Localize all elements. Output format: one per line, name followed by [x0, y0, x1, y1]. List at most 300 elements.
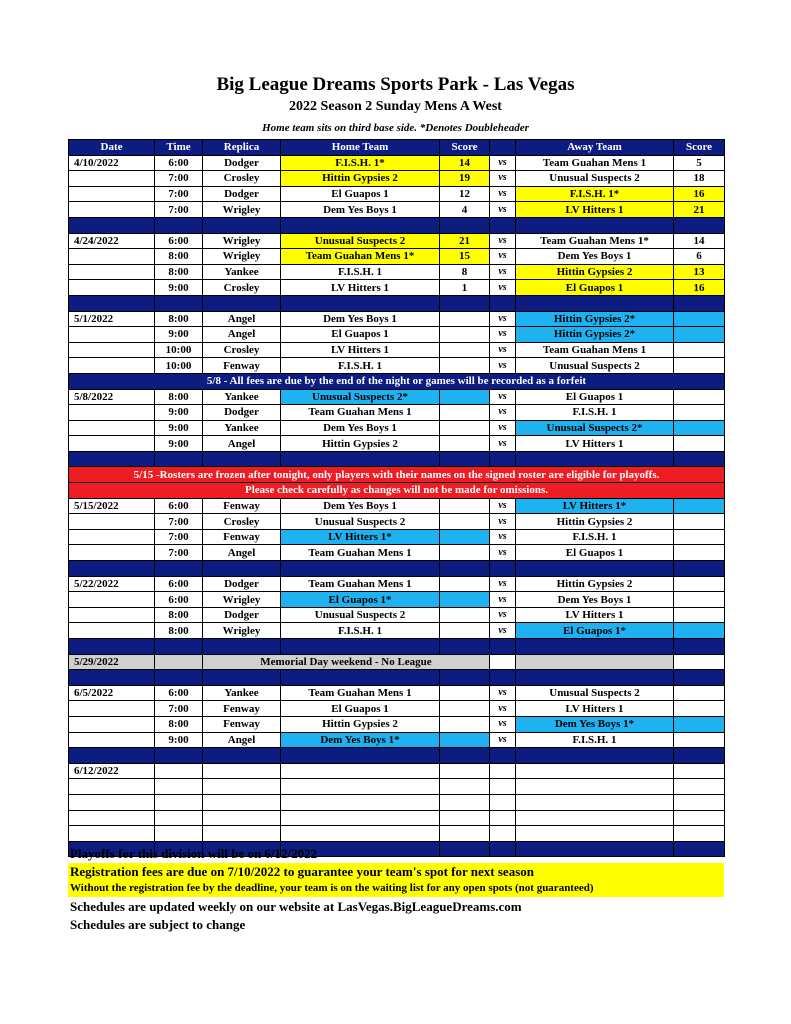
away-score-cell	[674, 779, 725, 795]
week-separator	[69, 639, 725, 655]
separator-cell	[674, 561, 725, 577]
vs-cell: vs	[490, 732, 516, 748]
replica-field-cell: Wrigley	[203, 592, 281, 608]
home-team-cell: Unusual Suspects 2	[281, 607, 440, 623]
replica-field-cell: Crosley	[203, 342, 281, 358]
separator-cell	[440, 639, 490, 655]
replica-field-cell: Crosley	[203, 514, 281, 530]
time-cell: 7:00	[155, 701, 203, 717]
game-row	[69, 826, 725, 842]
home-team-cell	[281, 826, 440, 842]
home-score-cell	[440, 389, 490, 405]
date-cell: 4/24/2022	[69, 233, 155, 249]
time-cell: 8:00	[155, 623, 203, 639]
home-score-cell	[440, 529, 490, 545]
separator-cell	[69, 670, 155, 686]
website-note: Schedules are updated weekly on our website at LasVegas.BigLeagueDreams.com	[70, 899, 522, 914]
away-team-cell	[516, 794, 674, 810]
replica-field-cell: Yankee	[203, 420, 281, 436]
date-cell	[69, 186, 155, 202]
home-score-cell	[440, 514, 490, 530]
registration-note: Registration fees are due on 7/10/2022 to guarantee your team's spot for next season	[70, 864, 534, 879]
column-header-vs	[490, 140, 516, 156]
replica-field-cell: Wrigley	[203, 233, 281, 249]
separator-cell	[155, 670, 203, 686]
time-cell: 7:00	[155, 186, 203, 202]
date-cell	[69, 794, 155, 810]
separator-cell	[69, 451, 155, 467]
home-score-cell	[440, 436, 490, 452]
home-team-cell: Team Guahan Mens 1	[281, 545, 440, 561]
game-row	[69, 529, 725, 545]
away-score-cell	[674, 826, 725, 842]
time-cell	[155, 794, 203, 810]
away-score-cell	[674, 436, 725, 452]
vs-cell: vs	[490, 280, 516, 296]
home-score-cell	[440, 763, 490, 779]
column-header-away-score: Score	[674, 140, 725, 156]
date-cell	[69, 779, 155, 795]
home-team-cell: Dem Yes Boys 1	[281, 202, 440, 218]
date-cell: 6/12/2022	[69, 763, 155, 779]
separator-cell	[203, 670, 281, 686]
home-team-cell: El Guapos 1	[281, 327, 440, 343]
time-cell: 6:00	[155, 498, 203, 514]
away-team-cell: Hittin Gypsies 2	[516, 514, 674, 530]
separator-cell	[490, 451, 516, 467]
vs-cell: vs	[490, 358, 516, 374]
time-cell: 9:00	[155, 436, 203, 452]
separator-cell	[674, 841, 725, 857]
date-cell	[69, 420, 155, 436]
game-row	[69, 779, 725, 795]
home-team-cell: Hittin Gypsies 2	[281, 171, 440, 187]
home-score-cell: 21	[440, 233, 490, 249]
vs-cell: vs	[490, 155, 516, 171]
separator-cell	[490, 748, 516, 764]
vs-cell	[490, 810, 516, 826]
fee-notice-row	[69, 373, 725, 389]
home-score-cell	[440, 327, 490, 343]
separator-cell	[490, 295, 516, 311]
separator-cell	[490, 841, 516, 857]
game-row	[69, 249, 725, 265]
vs-cell: vs	[490, 249, 516, 265]
separator-cell	[516, 451, 674, 467]
time-cell	[155, 810, 203, 826]
separator-cell	[155, 561, 203, 577]
home-score-cell	[440, 810, 490, 826]
separator-cell	[516, 561, 674, 577]
replica-field-cell: Dodger	[203, 405, 281, 421]
game-row	[69, 327, 725, 343]
separator-cell	[674, 639, 725, 655]
separator-cell	[281, 295, 440, 311]
date-cell	[69, 327, 155, 343]
game-row	[69, 794, 725, 810]
home-score-cell	[440, 685, 490, 701]
away-team-cell	[516, 654, 674, 670]
roster-alert-row	[69, 467, 725, 483]
away-team-cell: LV Hitters 1	[516, 202, 674, 218]
away-score-cell: 16	[674, 280, 725, 296]
vs-cell	[490, 779, 516, 795]
home-score-cell	[440, 716, 490, 732]
home-team-cell: Team Guahan Mens 1*	[281, 249, 440, 265]
home-team-cell: Team Guahan Mens 1	[281, 576, 440, 592]
separator-cell	[155, 217, 203, 233]
column-header-replica: Replica	[203, 140, 281, 156]
away-score-cell	[674, 810, 725, 826]
vs-cell	[490, 763, 516, 779]
separator-cell	[674, 670, 725, 686]
away-score-cell: 18	[674, 171, 725, 187]
time-cell: 9:00	[155, 420, 203, 436]
away-team-cell: F.I.S.H. 1	[516, 529, 674, 545]
date-cell	[69, 264, 155, 280]
vs-cell: vs	[490, 514, 516, 530]
time-cell: 9:00	[155, 327, 203, 343]
home-team-cell: F.I.S.H. 1	[281, 623, 440, 639]
home-team-cell: LV Hitters 1	[281, 280, 440, 296]
game-row	[69, 342, 725, 358]
column-header-home-score: Score	[440, 140, 490, 156]
away-team-cell	[516, 810, 674, 826]
game-row	[69, 498, 725, 514]
replica-field-cell: Dodger	[203, 155, 281, 171]
vs-cell: vs	[490, 327, 516, 343]
separator-cell	[516, 295, 674, 311]
home-team-cell: F.I.S.H. 1	[281, 358, 440, 374]
time-cell: 7:00	[155, 171, 203, 187]
date-cell	[69, 732, 155, 748]
away-team-cell: Hittin Gypsies 2*	[516, 327, 674, 343]
separator-cell	[516, 670, 674, 686]
game-row	[69, 701, 725, 717]
game-row	[69, 623, 725, 639]
away-team-cell: El Guapos 1	[516, 280, 674, 296]
column-header-time: Time	[155, 140, 203, 156]
replica-field-cell: Fenway	[203, 701, 281, 717]
away-score-cell	[674, 716, 725, 732]
home-team-cell: LV Hitters 1*	[281, 529, 440, 545]
away-team-cell: LV Hitters 1*	[516, 498, 674, 514]
replica-field-cell: Crosley	[203, 171, 281, 187]
home-score-cell	[440, 342, 490, 358]
away-score-cell	[674, 732, 725, 748]
time-cell: 6:00	[155, 233, 203, 249]
separator-cell	[69, 561, 155, 577]
home-team-cell: Team Guahan Mens 1	[281, 685, 440, 701]
away-score-cell	[674, 342, 725, 358]
vs-cell: vs	[490, 405, 516, 421]
home-team-cell: Unusual Suspects 2	[281, 514, 440, 530]
vs-cell: vs	[490, 623, 516, 639]
date-cell: 5/29/2022	[69, 654, 155, 670]
home-score-cell	[440, 779, 490, 795]
playoffs-note: Playoffs for this division will be on 6/12/2022	[70, 846, 318, 861]
home-score-cell	[440, 623, 490, 639]
away-score-cell	[674, 592, 725, 608]
away-team-cell: Team Guahan Mens 1	[516, 155, 674, 171]
home-score-cell: 12	[440, 186, 490, 202]
vs-cell: vs	[490, 264, 516, 280]
page-subtitle: 2022 Season 2 Sunday Mens A West	[289, 99, 502, 114]
replica-field-cell: Yankee	[203, 685, 281, 701]
away-score-cell	[674, 623, 725, 639]
away-team-cell	[516, 826, 674, 842]
away-team-cell: LV Hitters 1	[516, 607, 674, 623]
separator-cell	[674, 217, 725, 233]
week-separator	[69, 670, 725, 686]
vs-cell: vs	[490, 592, 516, 608]
time-cell: 7:00	[155, 529, 203, 545]
home-score-cell	[440, 732, 490, 748]
date-cell: 4/10/2022	[69, 155, 155, 171]
home-score-cell	[440, 576, 490, 592]
time-cell	[155, 826, 203, 842]
replica-field-cell: Fenway	[203, 358, 281, 374]
away-score-cell	[674, 794, 725, 810]
time-cell: 6:00	[155, 685, 203, 701]
separator-cell	[281, 451, 440, 467]
separator-cell	[203, 561, 281, 577]
separator-cell	[440, 561, 490, 577]
vs-cell: vs	[490, 171, 516, 187]
home-team-cell: Dem Yes Boys 1	[281, 311, 440, 327]
page-title: Big League Dreams Sports Park - Las Vegas	[216, 74, 575, 95]
away-score-cell	[674, 654, 725, 670]
separator-cell	[69, 295, 155, 311]
away-score-cell: 5	[674, 155, 725, 171]
separator-cell	[203, 451, 281, 467]
away-team-cell	[516, 779, 674, 795]
vs-cell	[490, 826, 516, 842]
date-cell	[69, 249, 155, 265]
separator-cell	[674, 295, 725, 311]
separator-cell	[440, 217, 490, 233]
away-team-cell	[516, 763, 674, 779]
game-row	[69, 810, 725, 826]
time-cell: 6:00	[155, 576, 203, 592]
away-score-cell	[674, 545, 725, 561]
waiting-list-note: Without the registration fee by the deadline, your team is on the waiting list for any open spots (not guaranteed)	[70, 882, 594, 894]
game-row	[69, 420, 725, 436]
home-team-cell: Hittin Gypsies 2	[281, 436, 440, 452]
home-team-cell: Hittin Gypsies 2	[281, 716, 440, 732]
date-cell	[69, 607, 155, 623]
separator-cell	[203, 748, 281, 764]
date-cell	[69, 514, 155, 530]
column-header-home-team: Home Team	[281, 140, 440, 156]
vs-cell: vs	[490, 529, 516, 545]
game-row	[69, 545, 725, 561]
game-row	[69, 358, 725, 374]
roster-alert: 5/15 -Rosters are frozen after tonight, only players with their names on the signed roster are eligible for playoffs.	[69, 467, 725, 483]
away-score-cell	[674, 358, 725, 374]
away-score-cell	[674, 420, 725, 436]
game-row	[69, 592, 725, 608]
away-score-cell	[674, 498, 725, 514]
away-team-cell: Unusual Suspects 2	[516, 685, 674, 701]
replica-field-cell: Fenway	[203, 529, 281, 545]
week-separator	[69, 561, 725, 577]
week-separator	[69, 748, 725, 764]
replica-field-cell: Dodger	[203, 186, 281, 202]
replica-field-cell	[203, 826, 281, 842]
away-score-cell	[674, 685, 725, 701]
game-row	[69, 607, 725, 623]
time-cell: 9:00	[155, 405, 203, 421]
replica-field-cell: Dodger	[203, 607, 281, 623]
time-cell: 9:00	[155, 732, 203, 748]
home-team-cell	[281, 810, 440, 826]
away-team-cell: LV Hitters 1	[516, 701, 674, 717]
separator-cell	[516, 841, 674, 857]
away-team-cell: Hittin Gypsies 2	[516, 264, 674, 280]
home-score-cell	[440, 545, 490, 561]
separator-cell	[69, 217, 155, 233]
replica-field-cell: Fenway	[203, 716, 281, 732]
date-cell	[69, 623, 155, 639]
home-team-cell: Dem Yes Boys 1	[281, 498, 440, 514]
home-team-cell	[281, 763, 440, 779]
game-row	[69, 186, 725, 202]
separator-cell	[155, 748, 203, 764]
roster-alert-row	[69, 483, 725, 499]
away-score-cell: 16	[674, 186, 725, 202]
away-score-cell	[674, 514, 725, 530]
date-cell	[69, 826, 155, 842]
column-header-away-team: Away Team	[516, 140, 674, 156]
time-cell: 7:00	[155, 545, 203, 561]
vs-cell: vs	[490, 716, 516, 732]
home-score-cell	[440, 311, 490, 327]
home-team-cell: Dem Yes Boys 1	[281, 420, 440, 436]
away-team-cell: Dem Yes Boys 1	[516, 592, 674, 608]
home-score-cell	[440, 794, 490, 810]
home-score-cell: 4	[440, 202, 490, 218]
away-team-cell: Dem Yes Boys 1*	[516, 716, 674, 732]
separator-cell	[516, 639, 674, 655]
schedule-table	[68, 139, 725, 857]
separator-cell	[674, 748, 725, 764]
separator-cell	[674, 451, 725, 467]
away-team-cell: El Guapos 1	[516, 389, 674, 405]
home-team-cell: Unusual Suspects 2	[281, 233, 440, 249]
separator-cell	[203, 217, 281, 233]
vs-cell: vs	[490, 233, 516, 249]
separator-cell	[490, 639, 516, 655]
date-cell	[69, 358, 155, 374]
change-note: Schedules are subject to change	[70, 917, 246, 932]
separator-cell	[440, 451, 490, 467]
game-row	[69, 202, 725, 218]
game-row	[69, 716, 725, 732]
game-row	[69, 389, 725, 405]
game-row	[69, 280, 725, 296]
home-team-cell: Dem Yes Boys 1*	[281, 732, 440, 748]
away-team-cell: El Guapos 1*	[516, 623, 674, 639]
week-separator	[69, 451, 725, 467]
time-cell: 8:00	[155, 389, 203, 405]
replica-field-cell	[203, 779, 281, 795]
time-cell: 6:00	[155, 592, 203, 608]
home-team-cell: Unusual Suspects 2*	[281, 389, 440, 405]
away-score-cell: 13	[674, 264, 725, 280]
game-row	[69, 576, 725, 592]
away-score-cell: 14	[674, 233, 725, 249]
game-row	[69, 436, 725, 452]
home-score-cell	[440, 405, 490, 421]
separator-cell	[440, 670, 490, 686]
date-cell	[69, 342, 155, 358]
home-team-cell: Team Guahan Mens 1	[281, 405, 440, 421]
vs-cell: vs	[490, 576, 516, 592]
home-score-cell	[440, 607, 490, 623]
game-row	[69, 171, 725, 187]
vs-cell: vs	[490, 202, 516, 218]
date-cell: 5/1/2022	[69, 311, 155, 327]
replica-field-cell: Angel	[203, 545, 281, 561]
separator-cell	[490, 561, 516, 577]
home-score-cell: 14	[440, 155, 490, 171]
time-cell: 8:00	[155, 716, 203, 732]
home-score-cell: 15	[440, 249, 490, 265]
date-cell	[69, 592, 155, 608]
vs-cell: vs	[490, 311, 516, 327]
no-league-row	[69, 654, 725, 670]
separator-cell	[490, 217, 516, 233]
separator-cell	[440, 748, 490, 764]
replica-field-cell: Angel	[203, 311, 281, 327]
separator-cell	[203, 295, 281, 311]
date-cell	[69, 280, 155, 296]
separator-cell	[69, 748, 155, 764]
date-cell	[69, 545, 155, 561]
separator-cell	[155, 639, 203, 655]
replica-field-cell: Yankee	[203, 264, 281, 280]
home-score-cell	[440, 701, 490, 717]
roster-alert: Please check carefully as changes will not be made for omissions.	[69, 483, 725, 499]
vs-cell: vs	[490, 436, 516, 452]
home-team-cell: El Guapos 1	[281, 186, 440, 202]
home-team-cell	[281, 794, 440, 810]
away-score-cell: 6	[674, 249, 725, 265]
away-score-cell	[674, 405, 725, 421]
time-cell: 7:00	[155, 202, 203, 218]
vs-cell: vs	[490, 545, 516, 561]
game-row	[69, 685, 725, 701]
away-team-cell: Unusual Suspects 2	[516, 358, 674, 374]
vs-cell: vs	[490, 701, 516, 717]
table-header-row	[69, 140, 725, 156]
home-score-cell	[440, 498, 490, 514]
week-separator	[69, 217, 725, 233]
time-cell: 10:00	[155, 358, 203, 374]
replica-field-cell: Angel	[203, 732, 281, 748]
game-row	[69, 264, 725, 280]
no-league-note: Memorial Day weekend - No League	[203, 654, 490, 670]
away-score-cell	[674, 763, 725, 779]
home-team-cell: El Guapos 1	[281, 701, 440, 717]
away-score-cell	[674, 389, 725, 405]
separator-cell	[281, 670, 440, 686]
separator-cell	[281, 561, 440, 577]
time-cell: 8:00	[155, 607, 203, 623]
time-cell	[155, 654, 203, 670]
away-team-cell: Hittin Gypsies 2*	[516, 311, 674, 327]
